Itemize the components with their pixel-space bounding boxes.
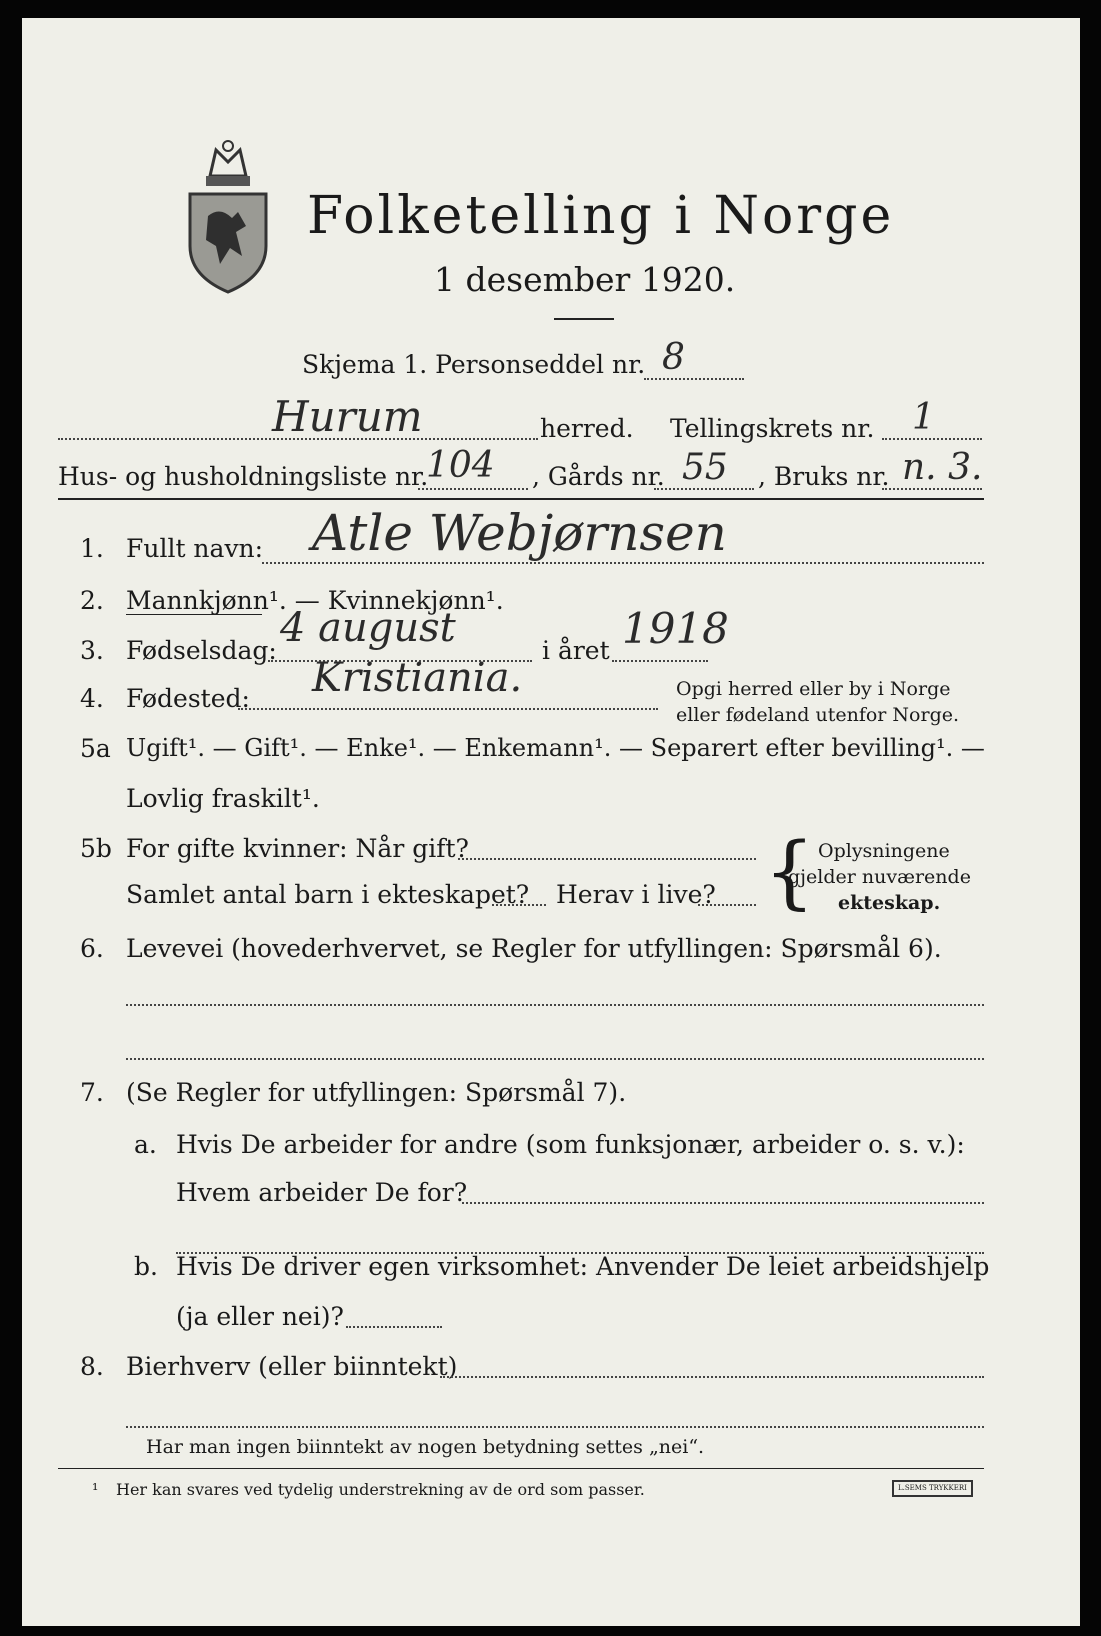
- coat-of-arms-icon: [180, 136, 276, 296]
- q7b-label: b.: [134, 1252, 158, 1281]
- q2-text: Mannkjønn¹. — Kvinnekjønn¹.: [126, 586, 504, 615]
- q5b-line-1: For gifte kvinner: Når gift?: [126, 834, 469, 863]
- title-rule: [554, 318, 614, 320]
- hus-label: Hus- og husholdningsliste nr.: [58, 462, 429, 491]
- gards-value[interactable]: 55: [682, 447, 728, 488]
- birthplace-line: [238, 708, 658, 710]
- herred-label: herred.: [540, 414, 634, 443]
- herav-label: Herav i live?: [556, 880, 716, 909]
- bruks-line: [882, 488, 982, 490]
- q6-number: 6.: [80, 934, 104, 963]
- footnote-text: Her kan svares ved tydelig understrekning av de ord som passer.: [116, 1480, 645, 1499]
- full-name-value[interactable]: Atle Webjørnsen: [312, 504, 727, 562]
- q3-label: Fødselsdag:: [126, 636, 277, 665]
- full-name-line: [262, 562, 984, 564]
- skjema-label: Skjema 1. Personseddel nr.: [302, 350, 646, 379]
- q7b-text-2: (ja eller nei)?: [176, 1302, 344, 1331]
- bruks-label: , Bruks nr.: [758, 462, 890, 491]
- q7-text: (Se Regler for utfyllingen: Spørsmål 7).: [126, 1078, 627, 1107]
- footer-note: Har man ingen biinntekt av nogen betydning settes „nei“.: [146, 1436, 705, 1458]
- q8-line-1[interactable]: [440, 1376, 984, 1378]
- header-divider: [58, 498, 984, 500]
- q5b-brace: {: [764, 825, 815, 918]
- q8-text: Bierhverv (eller biinntekt): [126, 1352, 458, 1381]
- q8-line-2[interactable]: [126, 1426, 984, 1428]
- q5a-text-2: Lovlig fraskilt¹.: [126, 784, 320, 813]
- tellingskrets-label: Tellingskrets nr.: [670, 414, 875, 443]
- personseddel-line: [644, 378, 744, 380]
- q6-line-2[interactable]: [126, 1058, 984, 1060]
- birthplace-value[interactable]: Kristiania.: [312, 655, 523, 701]
- q5a-number: 5a: [80, 734, 111, 763]
- q7b-line[interactable]: [346, 1326, 442, 1328]
- q7b-text: Hvis De driver egen virksomhet: Anvender De leiet arbeidshjelp: [176, 1252, 990, 1281]
- herred-value[interactable]: Hurum: [272, 392, 423, 441]
- q7a-label: a.: [134, 1130, 157, 1159]
- gards-label: , Gårds nr.: [532, 462, 665, 491]
- year-line: [612, 660, 708, 662]
- tellingskrets-value[interactable]: 1: [912, 397, 935, 438]
- barn-line[interactable]: [492, 904, 546, 906]
- mannkjonn-underline[interactable]: [126, 614, 262, 615]
- q5b-line-2: Samlet antal barn i ekteskapet?: [126, 880, 530, 909]
- q1-label: Fullt navn:: [126, 534, 264, 563]
- printer-mark: L.SEMS TRYKKERI: [892, 1480, 973, 1497]
- tellingskrets-line: [882, 438, 982, 440]
- form-title: Folketelling i Norge: [307, 186, 895, 246]
- q5b-note-3: ekteskap.: [838, 892, 941, 914]
- q7a-text-2: Hvem arbeider De for?: [176, 1178, 468, 1207]
- q4-note-1: Opgi herred eller by i Norge: [676, 678, 951, 700]
- herred-line: [58, 438, 538, 440]
- q8-number: 8.: [80, 1352, 104, 1381]
- census-date: 1 desember 1920.: [434, 260, 736, 299]
- q5a-text: Ugift¹. — Gift¹. — Enke¹. — Enkemann¹. — Separert efter bevilling¹. —: [126, 734, 985, 762]
- q3-number: 3.: [80, 636, 104, 665]
- birthday-value[interactable]: 4 august: [280, 605, 456, 651]
- q4-number: 4.: [80, 684, 104, 713]
- q7a-line-1[interactable]: [462, 1202, 984, 1204]
- year-label: i året: [542, 636, 610, 665]
- q4-label: Fødested:: [126, 684, 250, 713]
- footer-divider: [58, 1468, 984, 1469]
- q7-number: 7.: [80, 1078, 104, 1107]
- gards-line: [654, 488, 754, 490]
- q6-text: Levevei (hovederhvervet, se Regler for utfyllingen: Spørsmål 6).: [126, 934, 942, 963]
- bruks-value[interactable]: n. 3.: [902, 447, 983, 488]
- q5b-note-2: gjelder nuværende: [788, 866, 971, 888]
- q5b-number: 5b: [80, 834, 112, 863]
- footnote-mark: ¹: [92, 1480, 99, 1499]
- q7a-text: Hvis De arbeider for andre (som funksjonær, arbeider o. s. v.):: [176, 1130, 965, 1159]
- hus-line: [418, 488, 528, 490]
- hus-value[interactable]: 104: [426, 445, 495, 486]
- q4-note-2: eller fødeland utenfor Norge.: [676, 704, 960, 726]
- q6-line-1[interactable]: [126, 1004, 984, 1006]
- herav-line[interactable]: [698, 904, 756, 906]
- census-form: [22, 18, 1080, 1626]
- birth-year-value[interactable]: 1918: [622, 604, 729, 653]
- q2-number: 2.: [80, 586, 104, 615]
- q5b-note-1: Oplysningene: [818, 840, 950, 862]
- personseddel-number[interactable]: 8: [662, 337, 685, 378]
- naar-gift-line[interactable]: [458, 858, 756, 860]
- q1-number: 1.: [80, 534, 104, 563]
